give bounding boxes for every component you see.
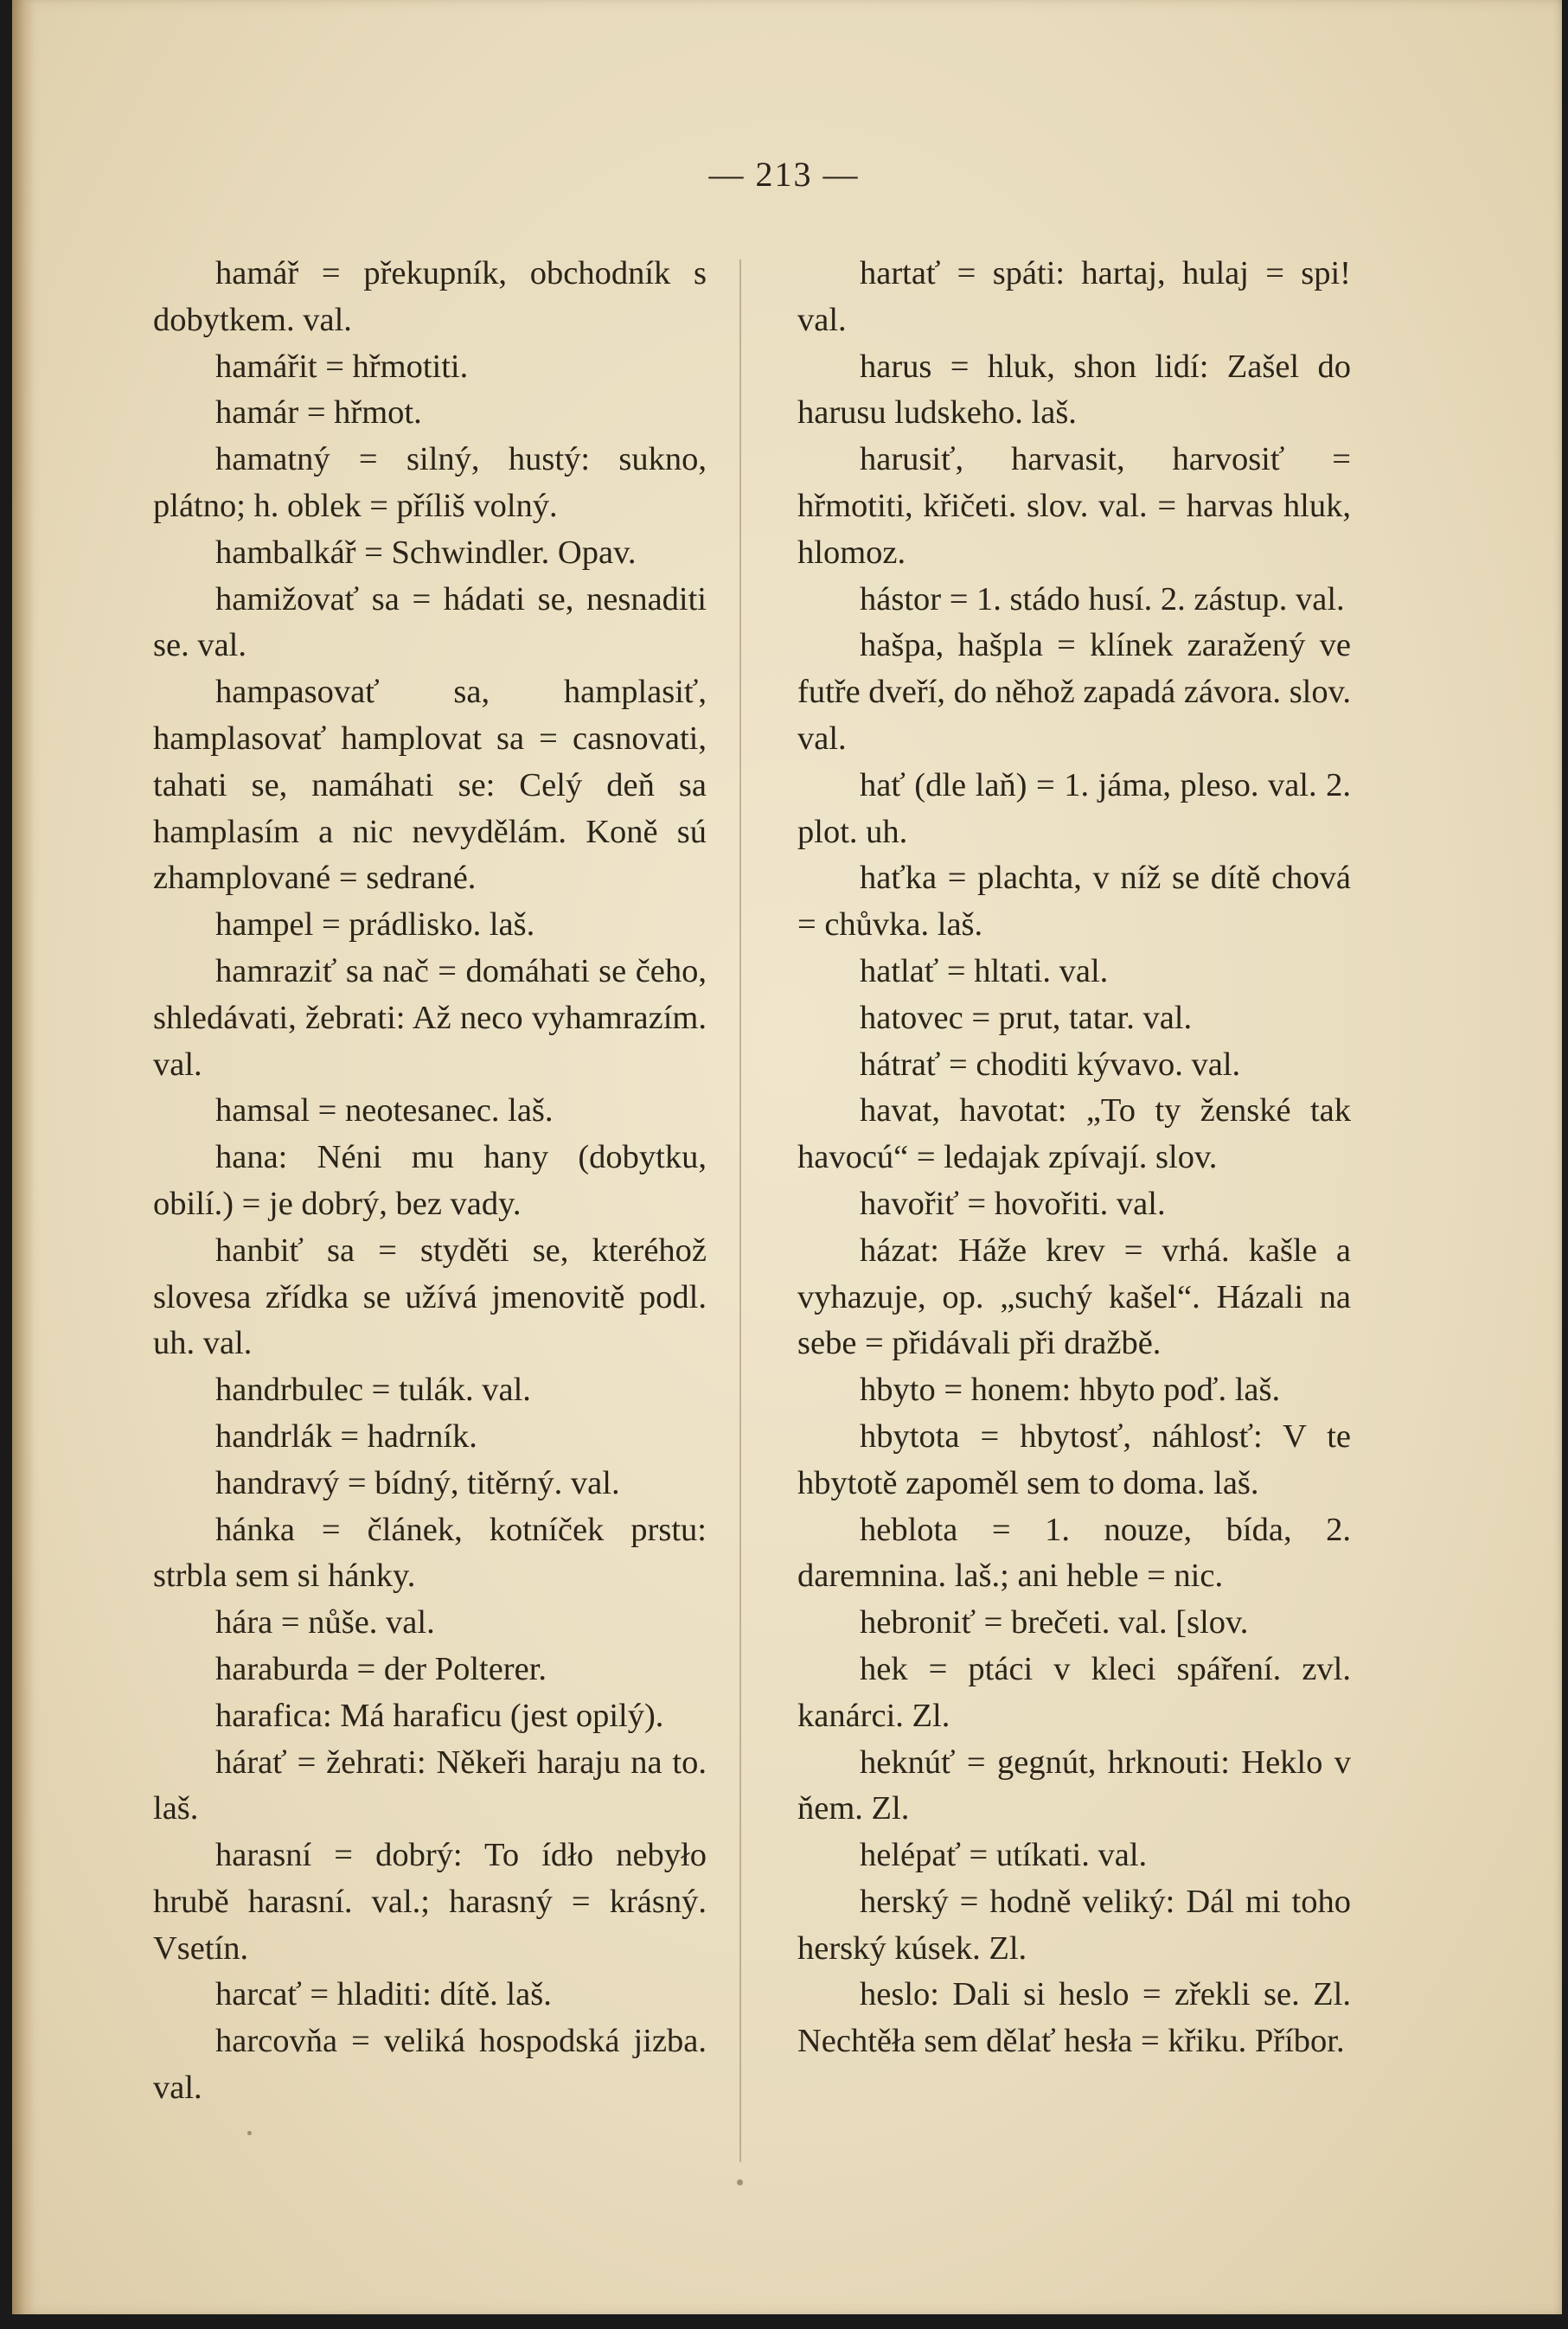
dictionary-entry: heslo: Dali si heslo = zřekli se. Zl. Nechtěła sem dělať hesła = křiku. Příbor. xyxy=(797,1976,1351,2060)
dictionary-entry: hať (dle laň) = 1. jáma, pleso. val. 2. plot. uh. xyxy=(797,766,1351,850)
dictionary-entry: hek = ptáci v kleci spáření. zvl. kanárci. Zl. xyxy=(797,1650,1351,1734)
dictionary-entry: harcovňa = veliká hospodská jizba. val. xyxy=(153,2023,707,2107)
paper-speck xyxy=(247,2131,252,2135)
dictionary-entry: havat, havotat: „To ty ženské tak havocú“ = ledajak zpívají. slov. xyxy=(797,1092,1351,1176)
dictionary-entry: haraburda = der Polterer. xyxy=(215,1650,547,1687)
dictionary-entry: herský = hodně veliký: Dál mi toho herský kúsek. Zl. xyxy=(797,1883,1351,1967)
dictionary-entry: haťka = plachta, v níž se dítě chová = chůvka. laš. xyxy=(797,860,1351,944)
dictionary-entry: hamsal = neotesanec. laš. xyxy=(215,1092,554,1129)
dictionary-entry: hára = nůše. val. xyxy=(215,1604,435,1641)
dictionary-entry: handrbulec = tulák. val. xyxy=(215,1372,531,1409)
dictionary-entry: hambalkář = Schwindler. Opav. xyxy=(215,534,637,571)
dictionary-entry: heblota = 1. nouze, bída, 2. daremnina. laš.; ani heble = nic. xyxy=(797,1511,1351,1595)
book-spine-shadow xyxy=(12,0,35,2314)
dictionary-entry: hamižovať sa = hádati se, nesnaditi se. val. xyxy=(153,580,707,664)
dictionary-entry: harasní = dobrý: To ídło nebyło hrubě harasní. val.; harasný = krásný. Vsetín. xyxy=(153,1837,707,1967)
dictionary-entry: hbyto = honem: hbyto poď. laš. xyxy=(860,1372,1281,1409)
dictionary-entry: hárať = žehrati: Někeři haraju na to. laš. xyxy=(153,1744,707,1827)
dictionary-entry: hátrať = choditi kývavo. val. xyxy=(860,1046,1241,1083)
dictionary-entry: hamář = překupník, obchodník s dobytkem. val. xyxy=(153,255,707,338)
dictionary-entry: harafica: Má haraficu (jest opilý). xyxy=(215,1697,664,1734)
dictionary-entry: hašpa, hašpla = klínek zaražený ve futře dveří, do něhož zapadá závora. slov. val. xyxy=(797,627,1351,757)
dictionary-entry: hartať = spáti: hartaj, hulaj = spi! val. xyxy=(797,255,1351,338)
dictionary-entry: házat: Háže krev = vrhá. kašle a vyhazuje, op. „suchý kašel“. Házali na sebe = přidávali při dražbě. xyxy=(797,1232,1351,1362)
paper-speck xyxy=(737,2179,743,2185)
dictionary-entry: heknúť = gegnút, hrknouti: Heklo v ňem. Zl. xyxy=(797,1744,1351,1827)
right-column xyxy=(797,251,1351,2065)
dictionary-entry: hánka = článek, kotníček prstu: strbla sem si hánky. xyxy=(153,1511,707,1595)
dictionary-entry: hampel = prádlisko. laš. xyxy=(215,906,535,944)
dictionary-entry: hana: Néni mu hany (dobytku, obilí.) = je dobrý, bez vady. xyxy=(153,1139,707,1222)
dictionary-entry: hbytota = hbytosť, náhlosť: V te hbytotě zapoměl sem to doma. laš. xyxy=(797,1417,1351,1501)
dictionary-entry: handrlák = hadrník. xyxy=(215,1417,477,1455)
dictionary-entry: hamraziť sa nač = domáhati se čeho, shledávati, žebrati: Až neco vyhamrazím. val. xyxy=(153,952,707,1083)
dictionary-entry: hástor = 1. stádo husí. 2. zástup. val. xyxy=(860,580,1345,617)
dictionary-entry: havořiť = hovořiti. val. xyxy=(860,1185,1166,1222)
page-number: — 213 — xyxy=(708,155,860,194)
dictionary-entry: harusiť, harvasit, harvosiť = hřmotiti, křičeti. slov. val. = harvas hluk, hlomoz. xyxy=(797,441,1351,571)
dictionary-entry: hampasovať sa, hamplasiť, hamplasovať hamplovat sa = casnovati, tahati se, namáhati se: Celý deň sa hamplasím a nic nevydělám. Koně sú zhamplované = sedrané. xyxy=(153,674,707,897)
left-column xyxy=(153,251,707,2112)
dictionary-entry: hatlať = hltati. val. xyxy=(860,952,1109,989)
dictionary-entry: hamatný = silný, hustý: sukno, plátno; h. oblek = příliš volný. xyxy=(153,441,707,524)
column-divider xyxy=(739,259,741,2162)
dictionary-entry: harcať = hladiti: dítě. laš. xyxy=(215,1976,552,2013)
dictionary-entry: hatovec = prut, tatar. val. xyxy=(860,999,1193,1036)
dictionary-entry: hamářit = hřmotiti. xyxy=(215,348,469,385)
dictionary-entry: hamár = hřmot. xyxy=(215,394,422,432)
dictionary-entry: hanbiť sa = styděti se, kteréhož slovesa zřídka se užívá jmenovitě podl. uh. val. xyxy=(153,1232,707,1362)
dictionary-entry: harus = hluk, shon lidí: Zašel do harusu ludskeho. laš. xyxy=(797,348,1351,432)
dictionary-entry: handravý = bídný, titěrný. val. xyxy=(215,1464,620,1501)
dictionary-entry: helépať = utíkati. val. xyxy=(860,1837,1148,1874)
dictionary-entry: hebroniť = brečeti. val. [slov. xyxy=(860,1604,1249,1641)
